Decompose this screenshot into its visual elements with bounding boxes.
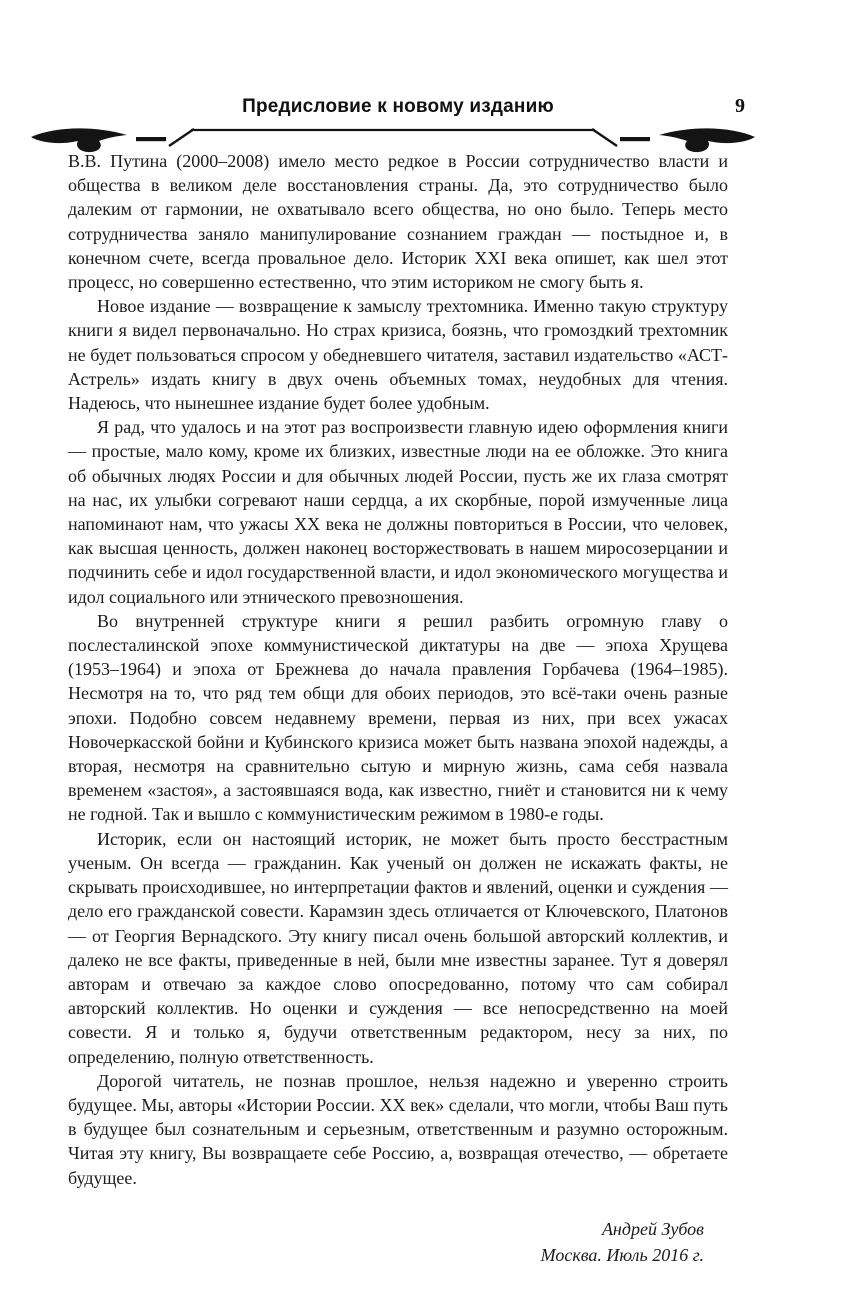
signature-place-date: Москва. Июль 2016 г. — [540, 1244, 704, 1265]
preface-body — [68, 149, 728, 1268]
paragraph: Я рад, что удалось и на этот раз воспроизвести главную идею оформления книги — простые, мало кому, кроме их близких, известные люди на ее обложке. Это книга об обычных людях России и для обычных людей России, пусть же их глаза смотрят на нас, их улыбки согревают наши сердца, а их скорбные, порой измученные лица напоминают нам, что ужасы XX века не должны повториться в России, что человек, как высшая ценность, должен наконец восторжествовать в нашем миросозерцании и подчинить себе и идол государственной власти, и идол экономического могущества и идол социального или этнического превозношения. — [68, 417, 728, 607]
paragraph: Историк, если он настоящий историк, не может быть просто бесстрастным ученым. Он всегда — гражданин. Как ученый он должен не искажать факты, не скрывать происходившее, но интерпретации фактов и явлений, оценки и суждения — дело его гражданской совести. Карамзин здесь отличается от Ключевского, Платонов — от Георгия Вернадского. Эту книгу писал очень большой авторский коллектив, и далеко не все факты, приведенные в ней, были мне известны заранее. Тут я доверял авторам и отвечаю за каждое слово опосредованно, потому что сам собирал авторский коллектив. Но оценки и суждения — все непосредственно на моей совести. Я и только я, будучи ответственным редактором, несу за них, по определению, полную ответственность. — [68, 828, 728, 1067]
paragraph: Во внутренней структуре книги я решил разбить огромную главу о послесталинской эпохе коммунистической диктатуры на две — эпоха Хрущева (1953–1964) и эпоха от Брежнева до начала правления Горбачева (1964–1985). Несмотря на то, что ряд тем общи для обоих периодов, это всё-таки очень разные эпохи. Подобно совсем недавнему времени, первая из них, при всех ужасах Новочеркасской бойни и Кубинского кризиса может быть названа эпохой надежды, а вторая, несмотря на сравнительно сытую и мирную жизнь, сама себя назвала временем «застоя», а застоявшаяся вода, как известно, гниёт и становится ни к чему не годной. Так и вышло с коммунистическим режимом в 1980-е годы. — [68, 610, 728, 825]
running-head — [68, 95, 728, 119]
page-number: 9 — [735, 95, 745, 117]
paragraph: В.В. Путина (2000–2008) имело место редкое в России сотрудничество власти и общества в великом деле восстановления страны. Да, это сотрудничество было далеким от гармонии, не охватывало всего общества, но оно было. Теперь место сотрудничества заняло манипулирование сознанием граждан — постыдное и, в конечном счете, всегда провальное дело. Историк XXI века опишет, как шел этот процесс, но совершенно естественно, что этим историком не смогу быть я. — [68, 151, 728, 293]
signature-block — [68, 1216, 728, 1268]
signature-author: Андрей Зубов — [601, 1218, 704, 1239]
page-title: Предисловие к новому изданию — [242, 96, 554, 117]
paragraph: Дорогой читатель, не познав прошлое, нельзя надежно и уверенно строить будущее. Мы, авторы «Истории России. XX век» сделали, что могли, чтобы Ваш путь в будущее был сознательным и серьезным, ответственным и разумно осторожным. Читая эту книгу, Вы возвращаете себе Россию, а, возвращая отечество, — обретаете будущее. — [68, 1070, 728, 1188]
paragraph: Новое издание — возвращение к замыслу трехтомника. Именно такую структуру книги я видел первоначально. Но страх кризиса, боязнь, что громоздкий трехтомник не будет пользоваться спросом у обедневшего читателя, заставил издательство «АСТ-Астрель» издать книгу в двух очень объемных томах, неудобных для чтения. Надеюсь, что нынешнее издание будет более удобным. — [68, 296, 728, 414]
